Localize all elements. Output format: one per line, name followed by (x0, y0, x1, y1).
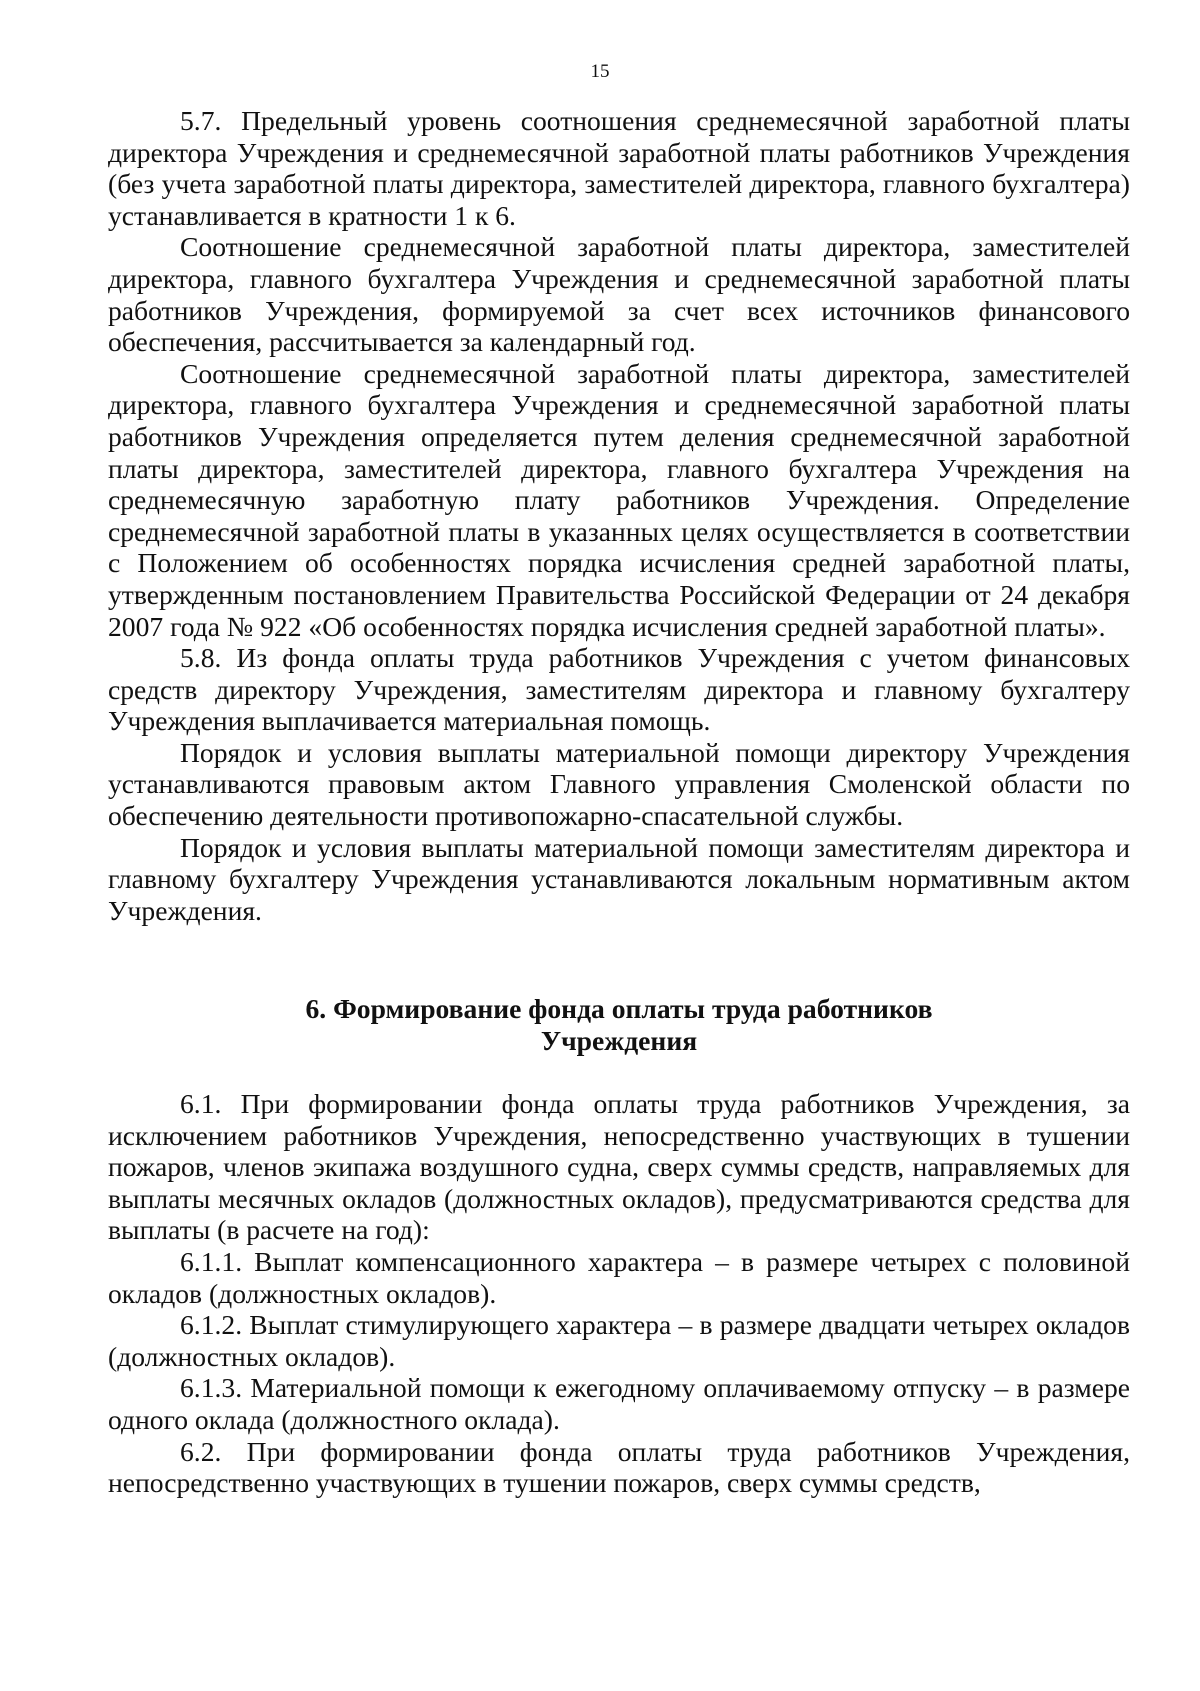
section-5-body (108, 105, 1130, 926)
paragraph-6-1: 6.1. При формировании фонда оплаты труда работников Учреждения, за исключением работников Учреждения, непосредственно участвующих в тушении пожаров, членов экипажа воздушного судна, сверх суммы средств, направляемых для выплаты месячных окладов (должностных окладов), предусматриваются средства для выплаты (в расчете на год): (108, 1088, 1130, 1246)
section-6-heading-line-2: Учреждения (540, 1025, 698, 1056)
paragraph-6-1-1: 6.1.1. Выплат компенсационного характера – в размере четырех с половиной окладов (должностных окладов). (108, 1245, 1130, 1309)
section-6-heading (108, 993, 1130, 1057)
paragraph-6-1-2: 6.1.2. Выплат стимулирующего характера – в размере двадцати четырех окладов (должностных окладов). (108, 1309, 1130, 1372)
paragraph-5-8: 5.8. Из фонда оплаты труда работников Учреждения с учетом финансовых средств директору Учреждения, заместителям директора и главному бухгалтеру Учреждения выплачивается материальная помощь. (108, 642, 1130, 737)
paragraph-6-2: 6.2. При формировании фонда оплаты труда работников Учреждения, непосредственно участвующих в тушении пожаров, сверх суммы средств, (108, 1435, 1130, 1499)
section-6-body (108, 1088, 1130, 1499)
paragraph-director-aid-order: Порядок и условия выплаты материальной помощи директору Учреждения устанавливаются правовым актом Главного управления Смоленской области по обеспечению деятельности противопожарно-спасательной службы. (108, 736, 1130, 832)
page-number: 15 (590, 61, 610, 82)
paragraph-deputies-aid-order: Порядок и условия выплаты материальной помощи заместителям директора и главному бухгалтеру Учреждения устанавливаются локальным нормативным актом Учреждения. (108, 831, 1130, 926)
paragraph-6-1-3: 6.1.3. Материальной помощи к ежегодному оплачиваемому отпуску – в размере одного оклада (должностного оклада). (108, 1372, 1130, 1435)
paragraph-ratio-definition: Соотношение среднемесячной заработной платы директора, заместителей директора, главного бухгалтера Учреждения и среднемесячной заработной платы работников Учреждения определяется путем деления среднемесячной заработной платы директора, заместителей директора, главного бухгалтера Учреждения на среднемесячную заработную плату работников Учреждения. Определение среднемесячной заработной платы в указанных целях осуществляется в соответствии с Положением об особенностях порядка исчисления средней заработной платы, утвержденным постановлением Правительства Российской Федерации от 24 декабря 2007 года № 922 «Об особенностях порядка исчисления средней заработной платы». (108, 357, 1130, 642)
paragraph-5-7: 5.7. Предельный уровень соотношения среднемесячной заработной платы директора Учреждения и среднемесячной заработной платы работников Учреждения (без учета заработной платы директора, заместителей директора, главного бухгалтера) устанавливается в кратности 1 к 6. (108, 105, 1130, 231)
section-6-heading-line-1: 6. Формирование фонда оплаты труда работников (305, 993, 933, 1024)
paragraph-ratio-calculation-period: Соотношение среднемесячной заработной платы директора, заместителей директора, главного бухгалтера Учреждения и среднемесячной заработной платы работников Учреждения, формируемой за счет всех источников финансового обеспечения, рассчитывается за календарный год. (108, 231, 1130, 358)
